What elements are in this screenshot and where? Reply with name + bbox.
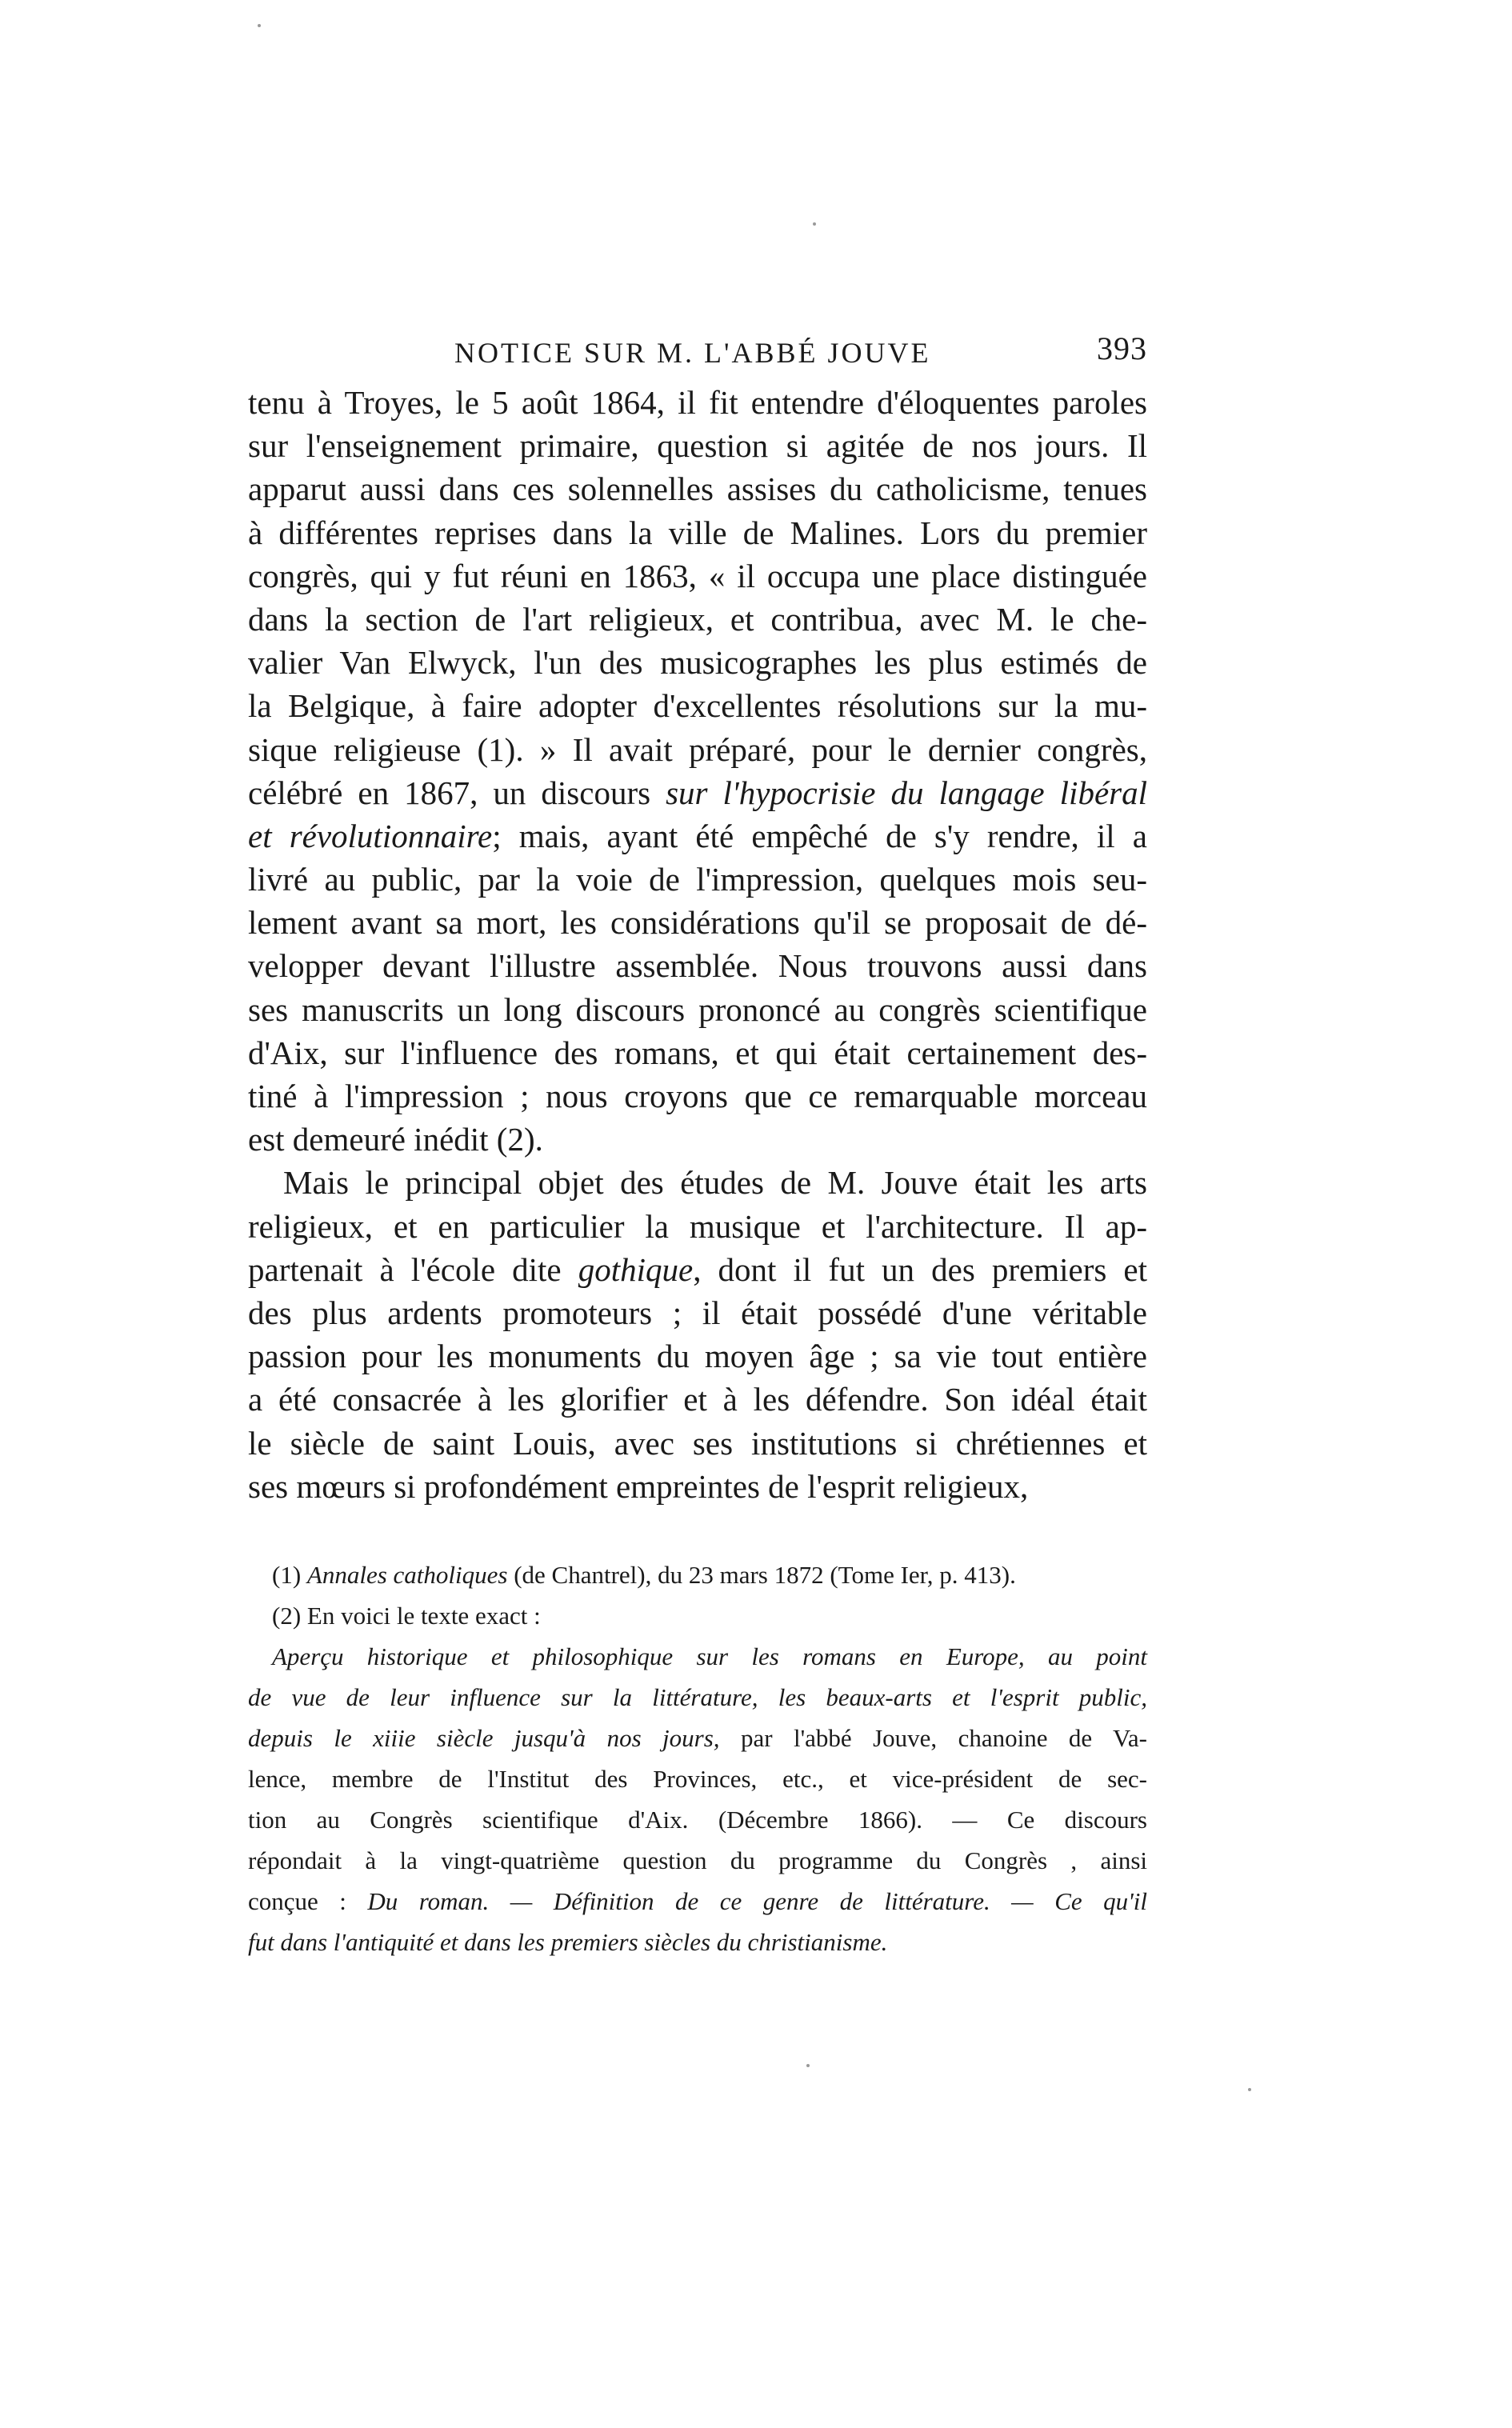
page-number: 393 <box>1097 330 1147 366</box>
footnote-italic: Annales catholiques <box>306 1561 508 1589</box>
body-line: la Belgique, à faire adopter d'excellentes résolutions sur la mu- <box>248 687 1147 725</box>
body-line: apparut aussi dans ces solennelles assises du catholicisme, tenues <box>248 470 1147 508</box>
footnote-line: tion au Congrès scientifique d'Aix. (Décembre 1866). — Ce discours <box>248 1806 1147 1834</box>
body-line: ses mœurs si profondément empreintes de l'esprit religieux, <box>248 1467 1029 1505</box>
body-segment: partenait à l'école dite <box>248 1250 562 1288</box>
body-line: valier Van Elwyck, l'un des musicographes les plus estimés de <box>248 644 1147 682</box>
footnote-italic: Du roman. — Définition de ce genre de littérature. — Ce qu'il <box>367 1887 1147 1915</box>
footnote-text: par l'abbé Jouve, chanoine de Va- <box>740 1724 1148 1752</box>
body-line: lement avant sa mort, les considérations qu'il se proposait de dé- <box>248 904 1147 942</box>
body-line: tenu à Troyes, le 5 août 1864, il fit entendre d'éloquentes paroles <box>248 384 1147 421</box>
footnote-line <box>248 1922 1147 1962</box>
running-head <box>250 330 1147 378</box>
body-line: à différentes reprises dans la ville de Malines. Lors du premier <box>248 514 1147 551</box>
body-line: sur l'enseignement primaire, question si agitée de nos jours. Il <box>248 427 1147 465</box>
scan-speck <box>813 222 816 226</box>
body-line: tiné à l'impression ; nous croyons que ce remarquable morceau <box>248 1078 1147 1114</box>
body-italic-segment: sur l'hypocrisie du langage libéral <box>666 774 1147 811</box>
body-segment: célébré en 1867, un discours <box>248 774 651 811</box>
body-line: religieux, et en particulier la musique et l'architecture. Il ap- <box>248 1207 1147 1245</box>
footnote-mark: (1) <box>272 1561 302 1589</box>
footnote-italic: fut dans l'antiquité et dans les premiers siècles du christianisme. <box>248 1928 888 1956</box>
footnote-line <box>248 1677 1147 1718</box>
running-title: NOTICE SUR M. L'ABBÉ JOUVE <box>454 337 931 369</box>
footnote-line <box>248 1881 1147 1922</box>
body-text <box>248 381 1147 1508</box>
footnote-text: En voici le texte exact : <box>306 1602 541 1630</box>
footnote-text: conçue : <box>248 1887 346 1915</box>
body-line <box>248 1248 1147 1291</box>
body-line: des plus ardents promoteurs ; il était possédé d'une véritable <box>248 1294 1147 1331</box>
footnotes <box>248 1554 1147 1962</box>
body-line: velopper devant l'illustre assemblée. Nous trouvons aussi dans <box>248 947 1147 985</box>
footnote-italic: Aperçu historique et philosophique sur les romans en Europe, au point <box>272 1642 1147 1670</box>
footnote-italic: depuis le xiiie siècle jusqu'à nos jours, <box>248 1724 720 1752</box>
body-line: est demeuré inédit (2). <box>248 1121 543 1158</box>
footnote-1 <box>248 1554 1147 1595</box>
body-line: dans la section de l'art religieux, et contribua, avec M. le che- <box>248 600 1147 638</box>
footnote-2-intro <box>248 1595 1147 1636</box>
body-segment: ; mais, ayant été empêché de s'y rendre, il a <box>492 817 1147 854</box>
footnote-mark: (2) <box>272 1602 302 1630</box>
body-italic-segment: gothique <box>578 1250 694 1288</box>
footnote-text: (de Chantrel), du 23 mars 1872 (Tome Ier, p. 413). <box>514 1561 1016 1589</box>
body-line: livré au public, par la voie de l'impression, quelques mois seu- <box>248 861 1147 898</box>
body-line: Mais le principal objet des études de M. Jouve était les arts <box>283 1164 1147 1202</box>
scan-speck <box>806 2064 810 2067</box>
body-line: d'Aix, sur l'influence des romans, et qui était certainement des- <box>248 1034 1147 1071</box>
footnote-line <box>248 1718 1147 1758</box>
body-segment: , dont il fut un des premiers et <box>693 1250 1147 1288</box>
body-line <box>248 771 1147 814</box>
body-line: congrès, qui y fut réuni en 1863, « il occupa une place distinguée <box>248 557 1147 594</box>
body-line: sique religieuse (1). » Il avait préparé, pour le dernier congrès, <box>248 730 1147 768</box>
scan-speck <box>1248 2088 1251 2091</box>
body-italic-segment: et révolutionnaire <box>248 817 493 854</box>
footnote-line <box>248 1636 1147 1677</box>
body-line: ses manuscrits un long discours prononcé au congrès scientifique <box>248 990 1147 1028</box>
body-line: a été consacrée à les glorifier et à les défendre. Son idéal était <box>248 1381 1147 1418</box>
body-line <box>248 814 1147 858</box>
body-line: passion pour les monuments du moyen âge ; sa vie tout entière <box>248 1338 1147 1375</box>
footnote-italic: de vue de leur influence sur la littérature, les beaux-arts et l'esprit public, <box>248 1683 1147 1711</box>
body-line: le siècle de saint Louis, avec ses institutions si chrétiennes et <box>248 1424 1147 1462</box>
footnote-line: lence, membre de l'Institut des Provinces, etc., et vice-président de sec- <box>248 1765 1147 1793</box>
footnote-line: répondait à la vingt-quatrième question du programme du Congrès , ainsi <box>248 1846 1147 1874</box>
scan-speck <box>258 24 261 27</box>
